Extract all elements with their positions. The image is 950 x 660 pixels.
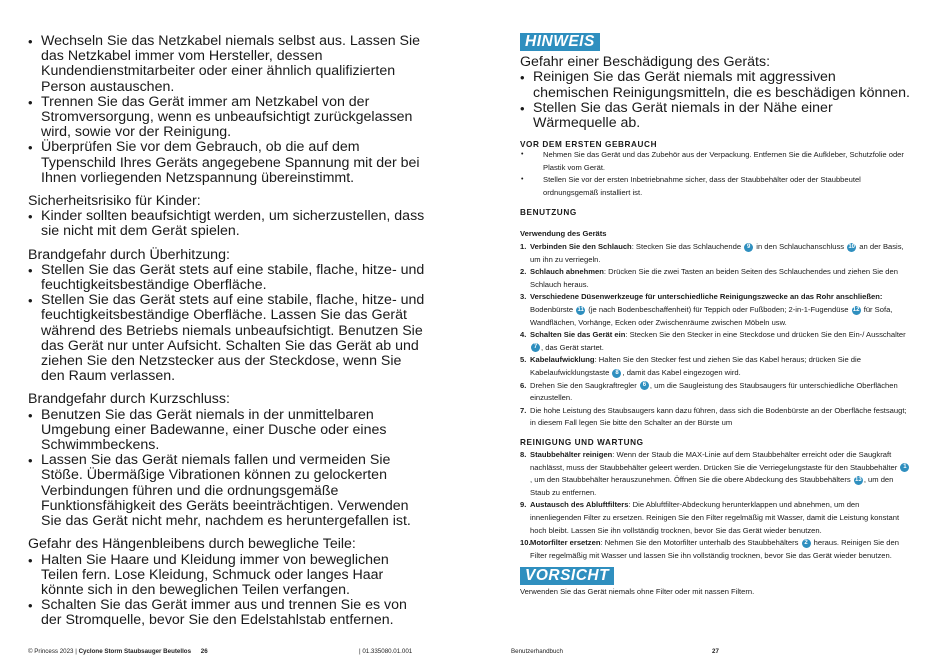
part-number-icon: 9: [744, 243, 753, 252]
step-item: [520, 537, 912, 562]
bullet-text: Halten Sie Haare und Kleidung immer von beweglichen Teilen fern. Lose Kleidung, Schmuck oder langes Haar könnte sich in den beweglichen Teilen verfangen.: [41, 551, 389, 598]
vor-item: [520, 149, 912, 174]
bullet-list-ueberhitzung: [28, 263, 426, 385]
vor-list: [520, 149, 912, 199]
bullet-list-kurzschluss: [28, 408, 426, 530]
bullet-dot: •: [521, 151, 524, 159]
steps-list: [520, 241, 912, 430]
vor-text: Nehmen Sie das Gerät und das Zubehör aus der Verpackung. Entfernen Sie die Aufkleber, Schutzfolie oder Plastik vom Gerät.: [543, 150, 904, 172]
bullet-item: [28, 209, 426, 239]
step-item: [520, 405, 912, 430]
bullet-dot: •: [520, 100, 525, 116]
step-text: [530, 241, 912, 266]
footer-manual: Benutzerhandbuch: [511, 648, 563, 655]
step-text: [530, 499, 912, 537]
bullet-dot: •: [28, 453, 33, 469]
footer-code: | 01.335080.01.001: [359, 648, 413, 655]
bullet-text: Überprüfen Sie vor dem Gebrauch, ob die auf dem Typenschild Ihres Geräts angegebene Spannung mit der bei Ihnen vorliegenden Netzspannung übereinstimmt.: [41, 139, 420, 186]
step-body: : Drücken Sie die zwei Tasten an beiden Seiten des Schlauchendes und ziehen Sie den Schlauch heraus.: [530, 267, 898, 289]
bullet-item: [28, 408, 426, 454]
step-item: [520, 329, 912, 354]
right-column: [520, 33, 912, 599]
bullet-list-cable: [28, 34, 426, 186]
step-title: Schlauch abnehmen: [530, 267, 604, 277]
step-text: [530, 405, 912, 430]
part-number-icon: 8: [612, 369, 621, 378]
section-title-benutzung: BENUTZUNG: [520, 208, 577, 218]
bullet-item: [28, 263, 426, 293]
step-item: [520, 354, 912, 379]
step-body: in den Schlauchanschluss: [754, 242, 847, 252]
bullet-dot: •: [28, 293, 33, 309]
footer-left: [28, 648, 208, 655]
bullet-item: [28, 453, 426, 529]
step-body: , um den Staubbehälter herauszunehmen. Öffnen Sie die obere Abdeckung des Staubbehälters: [530, 475, 853, 485]
step-number: 2.: [520, 267, 527, 277]
step-title: Motorfilter ersetzen: [530, 538, 601, 548]
section-title-vor-dem-ersten-gebrauch: VOR DEM ERSTEN GEBRAUCH: [520, 140, 658, 150]
step-title: Schalten Sie das Gerät ein: [530, 330, 626, 340]
heading-ueberhitzung: Brandgefahr durch Überhitzung:: [28, 246, 230, 263]
step-title: Verschiedene Düsenwerkzeuge für unterschiedliche Reinigungszwecke an das Rohr anschließen:: [530, 292, 883, 302]
step-text: [530, 537, 912, 562]
bullet-list-haengenbleiben: [28, 553, 426, 629]
vorsicht-text: Verwenden Sie das Gerät niemals ohne Filter oder mit nassen Filtern.: [520, 587, 755, 597]
bullet-dot: •: [28, 140, 33, 156]
footer-page-left: 26: [200, 648, 208, 655]
step-item: [520, 241, 912, 266]
bullet-text: Stellen Sie das Gerät niemals in der Nähe einer Wärmequelle ab.: [533, 99, 833, 131]
vor-text: Stellen Sie vor der ersten Inbetriebnahme sicher, dass der Staubbehälter oder der Staubbeutel ordnungsgemäß installiert ist.: [543, 175, 861, 197]
vor-item: [520, 174, 912, 199]
step-body: (je nach Bodenbeschaffenheit) für Teppich oder Fußboden; 2-in-1-Fugendüse: [586, 305, 851, 315]
step-item: [520, 499, 912, 537]
hinweis-list: [520, 70, 912, 131]
part-number-icon: 10: [848, 243, 856, 250]
heading-haengenbleiben: Gefahr des Hängenbleibens durch bewegliche Teile:: [28, 536, 356, 553]
heading-kinder: Sicherheitsrisiko für Kinder:: [28, 193, 201, 210]
vorsicht-badge: VORSICHT: [520, 567, 614, 585]
part-number-icon: 1: [900, 463, 909, 472]
step-body: : Stecken Sie das Schlauchende: [631, 242, 744, 252]
step-number: 1.: [520, 242, 527, 252]
step-body: : Stecken Sie den Stecker in eine Steckdose und drücken Sie den Ein-/ Ausschalter: [625, 330, 906, 340]
bullet-dot: •: [28, 407, 33, 423]
bullet-text: Lassen Sie das Gerät niemals fallen und vermeiden Sie Stöße. Übermäßige Vibrationen können zu gelockerten Verbindungen führen und die ordnungsgemäße Funktionsfähigkeit des Geräts beeinträchtigen. Verwenden Sie das Gerät nicht mehr, nachdem es heruntergefallen ist.: [41, 452, 411, 530]
bullet-dot: •: [28, 209, 33, 225]
step-body: , damit das Kabel eingezogen wird.: [622, 368, 741, 378]
step-number: 9.: [520, 500, 527, 510]
footer-copyright: © Princess 2023: [28, 648, 74, 655]
step-number: 6.: [520, 380, 527, 390]
step-text: [530, 266, 912, 291]
step-body: , das Gerät startet.: [541, 342, 604, 352]
bullet-dot: •: [28, 598, 33, 614]
step-item: [520, 380, 912, 405]
footer-separator: |: [75, 648, 77, 655]
bullet-text: Stellen Sie das Gerät stets auf eine stabile, flache, hitze- und feuchtigkeitsbeständige Oberfläche. Lassen Sie das Gerät während des Betriebs niemals unbeaufsichtigt. Benutzen Sie das Gerät nur unter Aufsicht. Schalten Sie das Gerät ab und ziehen Sie den Netzstecker aus der Steckdose, wenn Sie den Raum verlassen.: [41, 292, 425, 385]
reinigung-steps-list: [520, 449, 912, 562]
bullet-text: Schalten Sie das Gerät immer aus und trennen Sie es von der Stromquelle, bevor Sie den Edelstahlstab entfernen.: [41, 597, 407, 629]
bullet-dot: •: [521, 176, 524, 184]
bullet-item: [28, 34, 426, 95]
step-body: , um die Saugleistung des Staubsaugers für unterschiedliche Oberflächen einzustellen.: [530, 380, 898, 403]
part-number-icon: 12: [852, 306, 860, 313]
bullet-list-kinder: [28, 209, 426, 239]
part-number-icon: 2: [802, 539, 811, 548]
part-number-icon: 6: [640, 381, 649, 390]
left-column: [28, 34, 426, 629]
step-body: : Nehmen Sie den Motorfilter unterhalb des Staubbehälters: [600, 538, 801, 548]
step-title: Staubbehälter reinigen: [530, 449, 613, 459]
bullet-dot: •: [28, 262, 33, 278]
step-number: 7.: [520, 405, 527, 415]
bullet-text: Reinigen Sie das Gerät niemals mit aggressiven chemischen Reinigungsmitteln, die es beschädigen können.: [533, 69, 910, 101]
part-number-icon: 13: [854, 476, 862, 483]
step-body: Die hohe Leistung des Staubsaugers kann dazu führen, dass sich die Bodenbürste an der Oberfläche festsaugt; in diesem Fall legen Sie bitte den Schalter an der Bürste um: [530, 405, 907, 428]
bullet-text: Kinder sollten beaufsichtigt werden, um sicherzustellen, dass sie nicht mit dem Gerät spielen.: [41, 208, 425, 240]
bullet-item: [520, 70, 912, 100]
part-number-icon: 11: [577, 306, 584, 313]
subtitle-verwendung: Verwendung des Geräts: [520, 229, 607, 239]
part-number-icon: 7: [531, 343, 540, 352]
step-number: 8.: [520, 449, 527, 459]
bullet-text: Wechseln Sie das Netzkabel niemals selbst aus. Lassen Sie das Netzkabel immer vom Hersteller, dessen Kundendienstmitarbeiter oder einer ähnlich qualifizierten Person austauschen.: [41, 33, 421, 95]
step-number: 4.: [520, 330, 527, 340]
step-text: [530, 449, 912, 499]
step-body: , um den Staub zu entfernen.: [530, 475, 894, 497]
section-title-reinigung: REINIGUNG UND WARTUNG: [520, 437, 644, 447]
step-number: 5.: [520, 355, 527, 365]
bullet-item: [520, 101, 912, 131]
step-text: [530, 291, 912, 329]
step-text: [530, 380, 912, 405]
step-title: Kabelaufwicklung: [530, 355, 595, 365]
step-body: für Sofa, Wandflächen, Vorhänge, Ecken oder Zwischenräume zwischen Möbeln usw.: [530, 305, 893, 327]
bullet-dot: •: [28, 34, 33, 49]
step-text: [530, 329, 912, 354]
step-body: Bodenbürste: [530, 305, 576, 315]
step-body: heraus. Reinigen Sie den Filter regelmäßig mit Wasser und lassen Sie ihn vollständig trocknen, bevor Sie das Gerät wieder benutzen.: [530, 538, 899, 560]
step-number: 10.: [520, 538, 531, 548]
bullet-item: [28, 553, 426, 599]
step-body: Drehen Sie den Saugkraftregler: [530, 380, 639, 390]
bullet-item: [28, 95, 426, 141]
footer-product: Cyclone Storm Staubsauger Beutellos: [78, 648, 192, 655]
heading-kurzschluss: Brandgefahr durch Kurzschluss:: [28, 391, 230, 408]
bullet-dot: •: [520, 70, 525, 86]
step-body: : Die Abluftfilter-Abdeckung herunterklappen und abnehmen, um den innenliegenden Filter zu ersetzen. Reinigen Sie den Filter regelmäßig mit Wasser, damit die Leistung konstant hoch bleibt. Lassen Sie ihn vollständig trocknen, bevor Sie das Gerät wieder benutzen.: [530, 500, 900, 535]
step-body: : Halten Sie den Stecker fest und ziehen Sie das Kabel heraus; drücken Sie die Kabelaufwicklungstaste: [530, 355, 861, 378]
step-item: [520, 449, 912, 499]
bullet-item: [28, 293, 426, 384]
footer-page-right: 27: [712, 648, 719, 655]
step-body: an der Basis, um ihn zu verriegeln.: [530, 242, 904, 264]
step-text: [530, 354, 912, 379]
step-title: Verbinden Sie den Schlauch: [530, 242, 632, 252]
bullet-text: Trennen Sie das Gerät immer am Netzkabel von der Stromversorgung, wenn es unbeaufsichtigt zurückgelassen wird, sowie vor der Reinigung.: [41, 93, 413, 141]
step-item: [520, 291, 912, 329]
bullet-dot: •: [28, 94, 33, 110]
step-item: [520, 266, 912, 291]
bullet-item: [28, 598, 426, 628]
step-number: 3.: [520, 292, 527, 302]
hinweis-badge: HINWEIS: [520, 33, 600, 51]
step-body: : Wenn der Staub die MAX-Linie auf dem Staubbehälter erreicht oder die Saugkraft nachlässt, muss der Staubbehälter geleert werden. Drücken Sie die Verriegelungstaste für den Staubbehälter: [530, 449, 900, 472]
bullet-text: Stellen Sie das Gerät stets auf eine stabile, flache, hitze- und feuchtigkeitsbeständige Oberfläche.: [41, 261, 425, 294]
hinweis-intro: Gefahr einer Beschädigung des Geräts:: [520, 54, 771, 70]
step-title: Austausch des Abluftfilters: [530, 500, 629, 510]
bullet-item: [28, 140, 426, 186]
bullet-dot: •: [28, 552, 33, 568]
bullet-text: Benutzen Sie das Gerät niemals in der unmittelbaren Umgebung einer Badewanne, einer Dusche oder eines Schwimmbeckens.: [41, 406, 387, 454]
